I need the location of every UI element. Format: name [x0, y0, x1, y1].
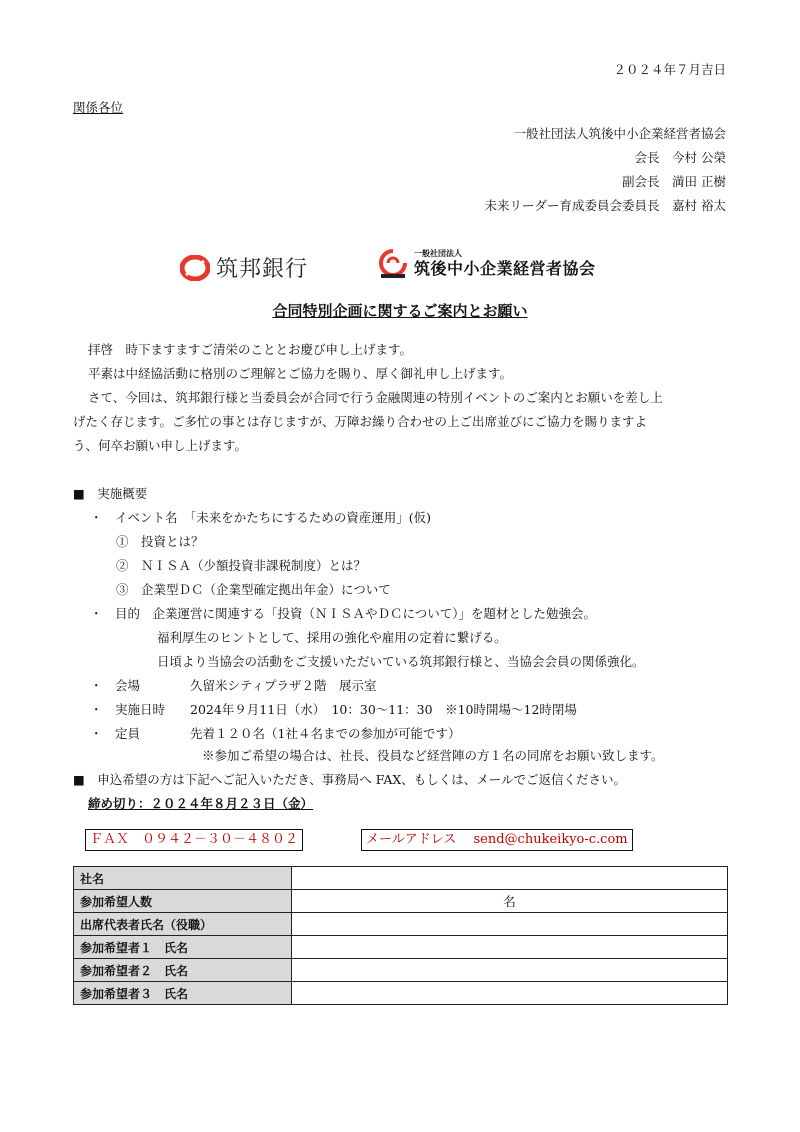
email-box	[361, 829, 633, 851]
intro-line-4: げたく存じます。ご多忙の事とは存じますが、万障お繰り合わせの上ご出席並びにご協力を賜りますよ	[73, 414, 648, 429]
addressee: 関係各位	[73, 100, 124, 115]
form-label-representative: 出席代表者氏名（役職）	[74, 913, 292, 936]
sender-committee-chair: 未来リーダー育成委員会委員長 嘉村 裕太	[484, 198, 726, 213]
event-name: ・ イベント名 「未来をかたちにするための資産運用」(仮)	[90, 510, 432, 525]
intro-line-1: 拝啓 時下ますますご清栄のこととお慶び申し上げます。	[88, 342, 413, 357]
sender-vice-chairman: 副会長 満田 正樹	[622, 174, 726, 189]
table-row	[74, 959, 728, 982]
intro-line-2: 平素は中経協活動に格別のご理解とご協力を賜り、厚く御礼申し上げます。	[88, 366, 513, 381]
form-field-representative[interactable]	[292, 913, 728, 936]
form-field-count[interactable]: 名	[292, 890, 728, 913]
table-row	[74, 913, 728, 936]
document-title: 合同特別企画に関するご案内とお願い	[272, 302, 528, 320]
venue: ・ 会場 久留米シティプラザ２階 展示室	[90, 678, 377, 693]
form-label-participant-1: 参加希望者１ 氏名	[74, 936, 292, 959]
application-form	[73, 866, 728, 1005]
table-row	[74, 936, 728, 959]
bank-logo-icon	[180, 255, 210, 281]
form-label-count: 参加希望人数	[74, 890, 292, 913]
sender-chairman: 会長 今村 公榮	[634, 150, 726, 165]
bank-logo-text: 筑邦銀行	[216, 257, 309, 282]
topic-1: ① 投資とは？	[116, 534, 204, 549]
deadline: 締め切り：２０２４年８月２３日（金）	[88, 796, 314, 811]
intro-line-5: う、何卒お願い申し上げます。	[73, 438, 248, 453]
purpose-line-2: 福利厚生のヒントとして、採用の強化や雇用の定着に繋げる。	[157, 630, 507, 645]
form-field-participant-3[interactable]	[292, 982, 728, 1005]
form-field-participant-2[interactable]	[292, 959, 728, 982]
capacity: ・ 定員 先着１２０名（1社４名までの参加が可能です）	[90, 726, 461, 741]
bank-logo	[180, 252, 308, 283]
association-logo-small: 一般社団法人	[414, 249, 462, 258]
email-label: メールアドレス	[366, 832, 457, 847]
association-logo	[378, 248, 596, 280]
event-datetime: ・ 実施日時 2024年９月11日（水） 10：30～11：30 ※10時開場～12時閉場	[90, 702, 577, 717]
table-row	[74, 890, 728, 913]
table-row	[74, 982, 728, 1005]
table-row	[74, 867, 728, 890]
apply-instructions: ■ 申込希望の方は下記へご記入いただき、事務局へ FAX、もしくは、メールでご返信ください。	[73, 772, 627, 787]
sender-org: 一般社団法人筑後中小企業経営者協会	[513, 126, 726, 141]
association-logo-name: 筑後中小企業経営者協会	[414, 259, 596, 278]
intro-line-3: さて、今回は、筑邦銀行様と当委員会が合同で行う金融関連の特別イベントのご案内とお願いを差し上	[88, 390, 663, 405]
capacity-note: ※参加ご希望の場合は、社長、役員など経営陣の方１名の同席をお願い致します。	[202, 748, 664, 763]
form-field-participant-1[interactable]	[292, 936, 728, 959]
topic-3: ③ 企業型ＤＣ（企業型確定拠出年金）について	[116, 582, 391, 597]
overview-heading: ■ 実施概要	[73, 486, 148, 501]
email-address: send@chukeikyo-c.com	[473, 832, 628, 847]
form-label-participant-2: 参加希望者２ 氏名	[74, 959, 292, 982]
document-date: ２０２４年７月吉日	[613, 62, 726, 77]
form-label-participant-3: 参加希望者３ 氏名	[74, 982, 292, 1005]
fax-number: ＦＡＸ ０９４２－３０－４８０２	[85, 829, 303, 851]
form-field-company[interactable]	[292, 867, 728, 890]
purpose-line-1: ・ 目的 企業運営に関連する「投資（ＮＩＳＡやＤＣについて）」を題材とした勉強会。	[90, 606, 597, 621]
form-label-company: 社名	[74, 867, 292, 890]
association-logo-icon	[378, 248, 408, 280]
purpose-line-3: 日頃より当協会の活動をご支援いただいている筑邦銀行様と、当協会会員の関係強化。	[157, 654, 645, 669]
topic-2: ② ＮＩＳＡ（少額投資非課税制度）とは？	[116, 558, 367, 573]
